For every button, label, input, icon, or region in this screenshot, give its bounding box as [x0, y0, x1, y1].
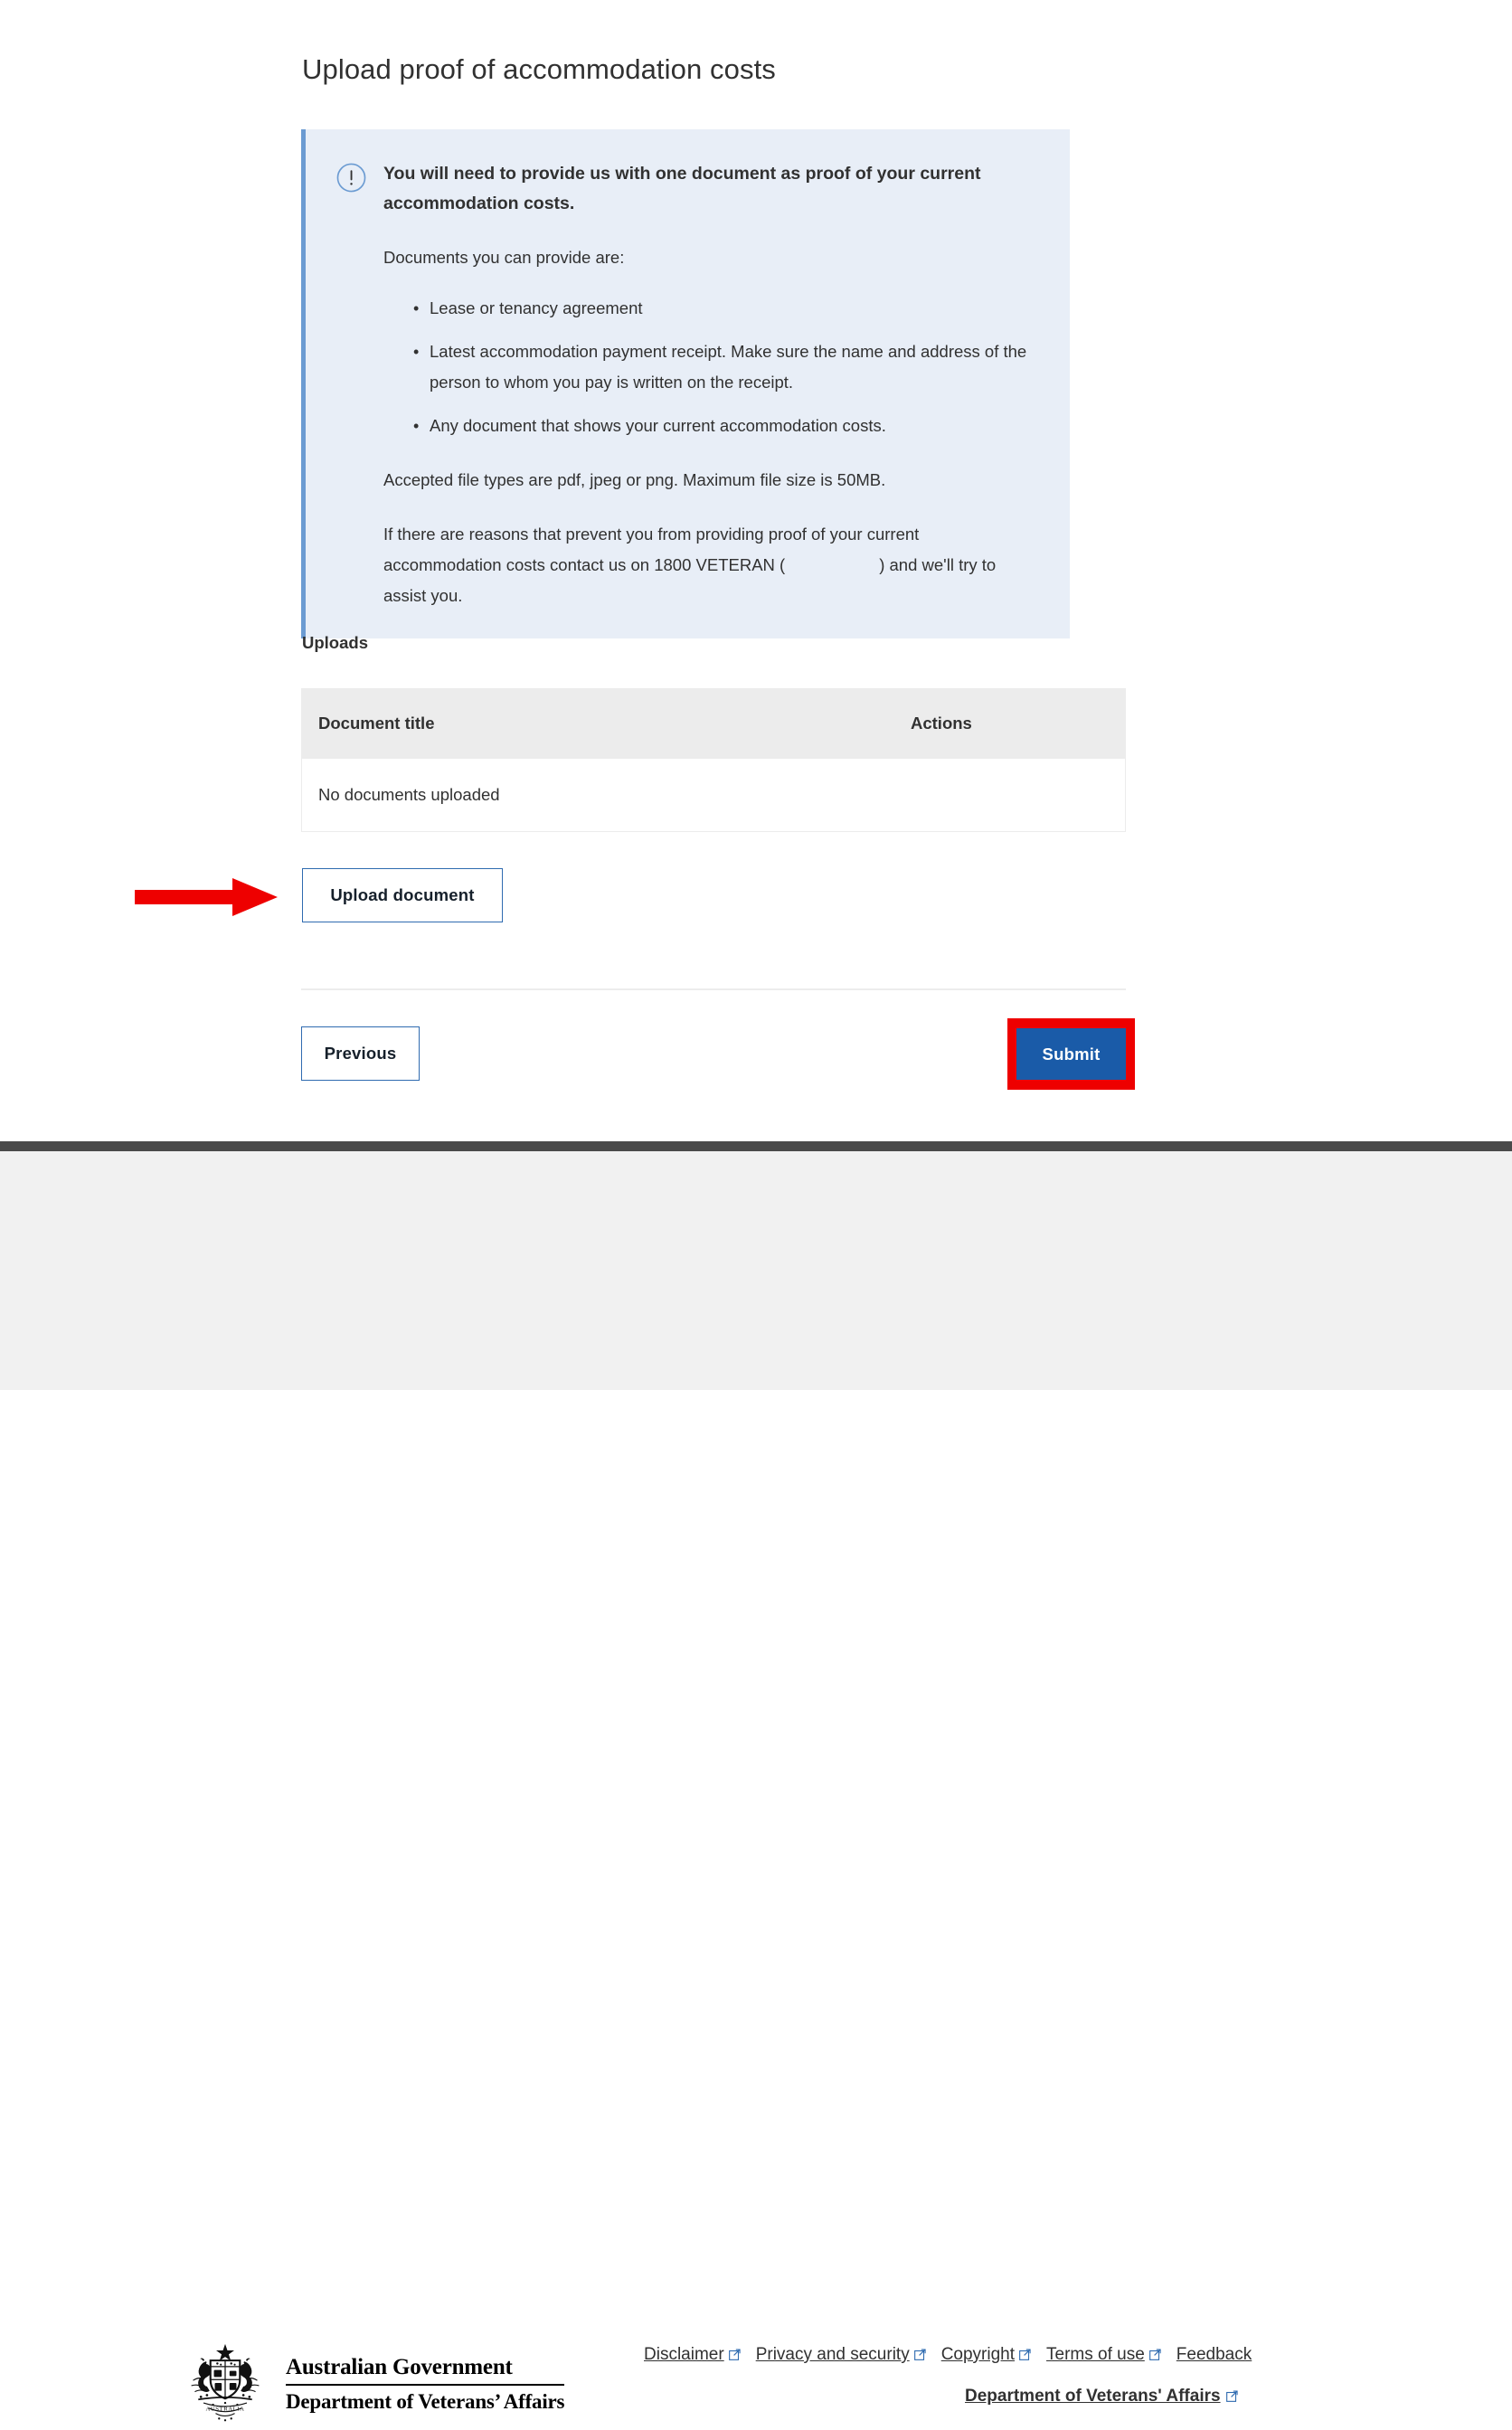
annotation-arrow-icon [135, 876, 279, 918]
government-branding [177, 2342, 564, 2425]
footer-link-label: Terms of use [1046, 2345, 1145, 2364]
section-divider [301, 988, 1126, 990]
upload-document-button[interactable]: Upload document [302, 868, 503, 922]
australian-coat-of-arms-icon [177, 2342, 273, 2425]
wordmark-divider [286, 2384, 564, 2386]
empty-state-message: No documents uploaded [318, 785, 500, 804]
external-link-icon [1019, 2346, 1031, 2358]
callout-intro: Documents you can provide are: [383, 248, 625, 267]
list-item: • Latest accommodation payment receipt. Make sure the name and address of the person to whom you pay is written on the receipt. [413, 336, 1034, 398]
footer-link-department-of-veterans-affairs[interactable] [965, 2387, 1238, 2406]
footer-link-copyright[interactable] [941, 2345, 1031, 2365]
list-item: • Any document that shows your current accommodation costs. [413, 411, 1034, 441]
footer-link-terms-of-use[interactable] [1046, 2345, 1161, 2365]
callout-contact-after: ) and we'll try to assist you. [383, 555, 997, 605]
page-footer [0, 1151, 1512, 2413]
uploads-table [301, 688, 1126, 832]
footer-link-privacy-and-security[interactable] [756, 2345, 926, 2365]
callout-contact-before: If there are reasons that prevent you from providing proof of your current accommodation costs contact us on 1800 VETERAN ( [383, 525, 920, 574]
footer-links [644, 2345, 1252, 2365]
footer-link-disclaimer[interactable] [644, 2345, 741, 2365]
info-exclamation-icon [336, 163, 366, 193]
callout-file-types: Accepted file types are pdf, jpeg or png. Maximum file size is 50MB. [383, 470, 886, 489]
callout-heading-row [336, 159, 1034, 219]
info-callout [301, 129, 1070, 638]
column-header-document-title: Document title [318, 714, 435, 733]
footer-link-label: Disclaimer [644, 2345, 724, 2364]
external-link-icon [729, 2346, 741, 2358]
external-link-icon [1226, 2387, 1238, 2399]
callout-contact [383, 519, 1034, 611]
external-link-icon [914, 2346, 926, 2358]
footer-top-rule [0, 1141, 1512, 1151]
department-name-text: Department of Veterans’ Affairs [286, 2389, 565, 2413]
government-wordmark [286, 2354, 564, 2415]
list-item: • Lease or tenancy agreement [413, 293, 1034, 324]
uploads-section-label: Uploads [302, 633, 368, 652]
footer-link-label: Copyright [940, 2345, 1016, 2364]
page-title: Upload proof of accommodation costs [302, 53, 776, 85]
table-row [302, 759, 1125, 831]
submit-button[interactable]: Submit [1016, 1028, 1126, 1080]
table-header-row [302, 688, 1125, 759]
callout-document-list [413, 293, 1034, 441]
footer-dva-label: Department of Veterans' Affairs [965, 2387, 1221, 2406]
svg-text:AUSTRALIA: AUSTRALIA [205, 2406, 245, 2413]
australian-government-text: Australian Government [286, 2354, 513, 2379]
submit-button-highlight [1007, 1018, 1135, 1090]
footer-link-label: Privacy and security [755, 2345, 910, 2364]
external-link-icon [1149, 2346, 1161, 2358]
previous-button[interactable]: Previous [301, 1026, 420, 1081]
column-header-actions: Actions [911, 714, 972, 733]
footer-link-feedback[interactable]: Feedback [1176, 2345, 1252, 2364]
callout-heading: You will need to provide us with one document as proof of your current accommodation costs. [383, 164, 981, 213]
